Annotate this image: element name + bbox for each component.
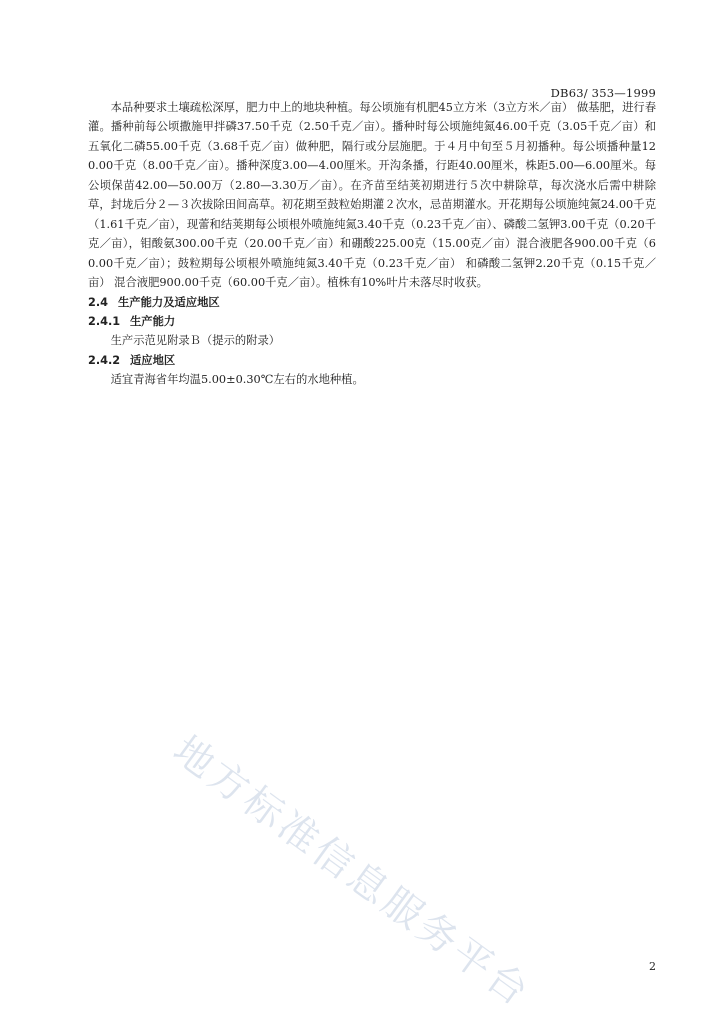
- production-capacity-text: 生产示范见附录Ｂ（提示的附录）: [110, 334, 281, 348]
- document-code: DB63/ 353—1999: [550, 86, 656, 100]
- section-title: 生产能力及适应地区: [118, 295, 220, 309]
- page-content: [88, 98, 656, 390]
- cultivation-paragraph: 本品种要求土壤疏松深厚，肥力中上的地块种植。每公顷施有机肥45立方米（3立方米／亩） 做基肥，进行春灌。播种前每公顷撒施甲拌磷37.50千克（2.50千克／亩）。播种时每公顷施纯氮46.00千克（3.05千克／亩）和五氧化二磷55.00千克（3.68千克／亩）做种肥，隔行或分层施肥。于４月中旬至５月初播种。每公顷播种量120.00千克（8.00千克／亩）。播种深度3.00—4.00厘米。开沟条播，行距40.00厘米，株距5.00—6.00厘米。每公顷保苗42.00—50.00万（2.80—3.30万／亩）。在齐苗至结荚初期进行５次中耕除草，每次浇水后需中耕除草，封垅后分２—３次拔除田间高草。初花期至鼓粒始期灌２次水，忌苗期灌水。开花期每公顷施纯氮24.00千克（1.61千克／亩），现蕾和结荚期每公顷根外喷施纯氮3.40千克（0.23千克／亩）、磷酸二氢钾3.00千克（0.20千克／亩），钼酸氨300.00千克（20.00千克／亩）和硼酸225.00克（15.00克／亩）混合液肥各900.00千克（60.00千克／亩）；鼓粒期每公顷根外喷施纯氮3.40千克（0.23千克／亩） 和磷酸二氢钾2.20千克（0.15千克／亩） 混合液肥900.00千克（60.00千克／亩）。植株有10%叶片未落尽时收获。: [88, 101, 656, 290]
- section-number: 2.4.2: [88, 353, 121, 367]
- suitable-region-text: 适宜青海省年均温5.00±0.30℃左右的水地种植。: [110, 373, 364, 387]
- section-title: 适应地区: [130, 353, 176, 367]
- section-heading-2-4-2: [88, 351, 656, 370]
- section-heading-2-4: [88, 293, 656, 312]
- section-number: 2.4.1: [88, 314, 121, 328]
- watermark: 地方标准信息服务平台: [164, 727, 540, 1017]
- section-heading-2-4-1: [88, 312, 656, 331]
- section-title: 生产能力: [130, 314, 176, 328]
- page-number: 2: [649, 960, 656, 973]
- section-number: 2.4: [88, 295, 109, 309]
